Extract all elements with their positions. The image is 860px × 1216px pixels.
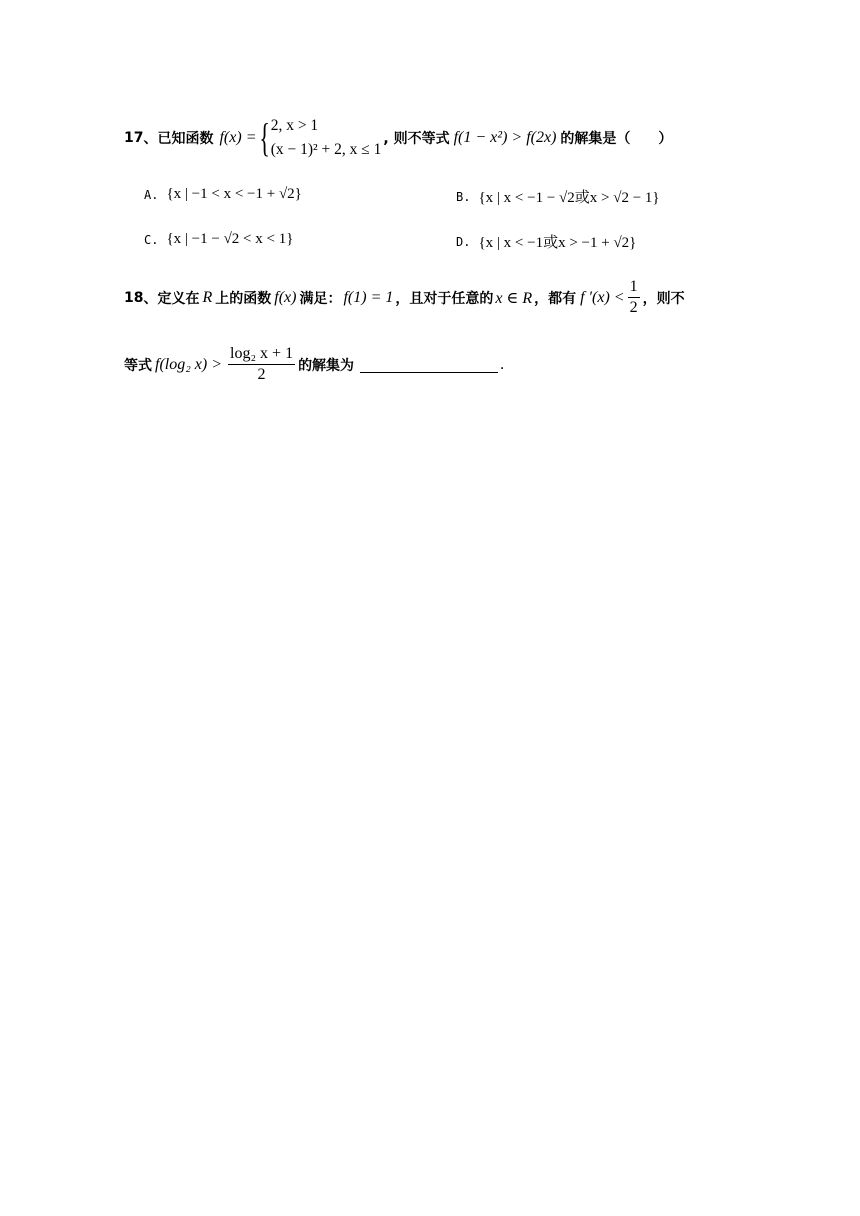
text-segment: 满足： (299, 291, 342, 307)
question-18 (124, 276, 685, 320)
text-segment: ，则不 (642, 291, 685, 307)
question-18-lead: 定义在 (157, 291, 200, 307)
condition: f(1) = 1 (343, 289, 394, 306)
fraction-denominator: 2 (257, 366, 266, 383)
option-label: B. (456, 189, 471, 204)
fraction-numerator: 1 (628, 278, 640, 298)
question-17-tail: 的解集是（ ） (560, 131, 673, 147)
inequality: f(1 − x²) > f(2x) (453, 129, 557, 146)
fraction-denominator: 2 (629, 299, 638, 316)
option-label: C. (144, 232, 159, 247)
question-17-mid: , 则不等式 (383, 131, 450, 147)
option-expr: {x | x < −1或x > −1 + √2} (478, 235, 637, 251)
text-segment: 等式 (124, 358, 152, 374)
option-label: D. (456, 234, 471, 249)
option-expr: {x | x < −1 − √2或x > √2 − 1} (478, 190, 660, 206)
option-label: A. (144, 187, 159, 202)
question-17-lead: 已知函数 (157, 131, 214, 147)
piecewise-cases (271, 114, 382, 162)
text-segment: ，且对于任意的 (395, 291, 494, 307)
text-segment: ，都有 (534, 291, 577, 307)
option-expr: {x | −1 < x < −1 + √2} (166, 186, 302, 202)
domain-cond: x ∈ R (495, 290, 533, 307)
option-expr: {x | −1 − √2 < x < 1} (166, 231, 294, 247)
function-fx: f(x) (274, 289, 297, 306)
option-d[interactable] (456, 231, 636, 252)
derivative-cond: f ′(x) < (580, 289, 625, 306)
case-1: 2, x > 1 (270, 117, 319, 134)
text-segment: 上的函数 (215, 291, 272, 307)
question-18-line-2 (124, 341, 504, 389)
function-def: f(x) = (219, 129, 257, 146)
fraction-numerator: log₂ x + 1 (228, 345, 295, 365)
question-sep: 、 (143, 131, 158, 147)
answer-blank[interactable] (360, 358, 498, 373)
inequality-lhs: f(log₂ x) > (155, 356, 223, 373)
fraction-half (628, 278, 640, 318)
text-segment: 的解集为 (298, 358, 355, 374)
question-number: 18 (124, 290, 144, 306)
option-c[interactable] (144, 231, 293, 248)
question-number: 17 (124, 130, 144, 146)
case-2: (x − 1)² + 2, x ≤ 1 (270, 141, 382, 158)
fraction-log (228, 345, 295, 385)
question-sep: 、 (143, 291, 158, 307)
piecewise-brace: { (259, 115, 271, 160)
option-a[interactable] (144, 186, 302, 203)
question-17 (124, 112, 672, 164)
set-r: R (202, 289, 213, 306)
period: . (500, 356, 505, 373)
option-b[interactable] (456, 186, 660, 207)
